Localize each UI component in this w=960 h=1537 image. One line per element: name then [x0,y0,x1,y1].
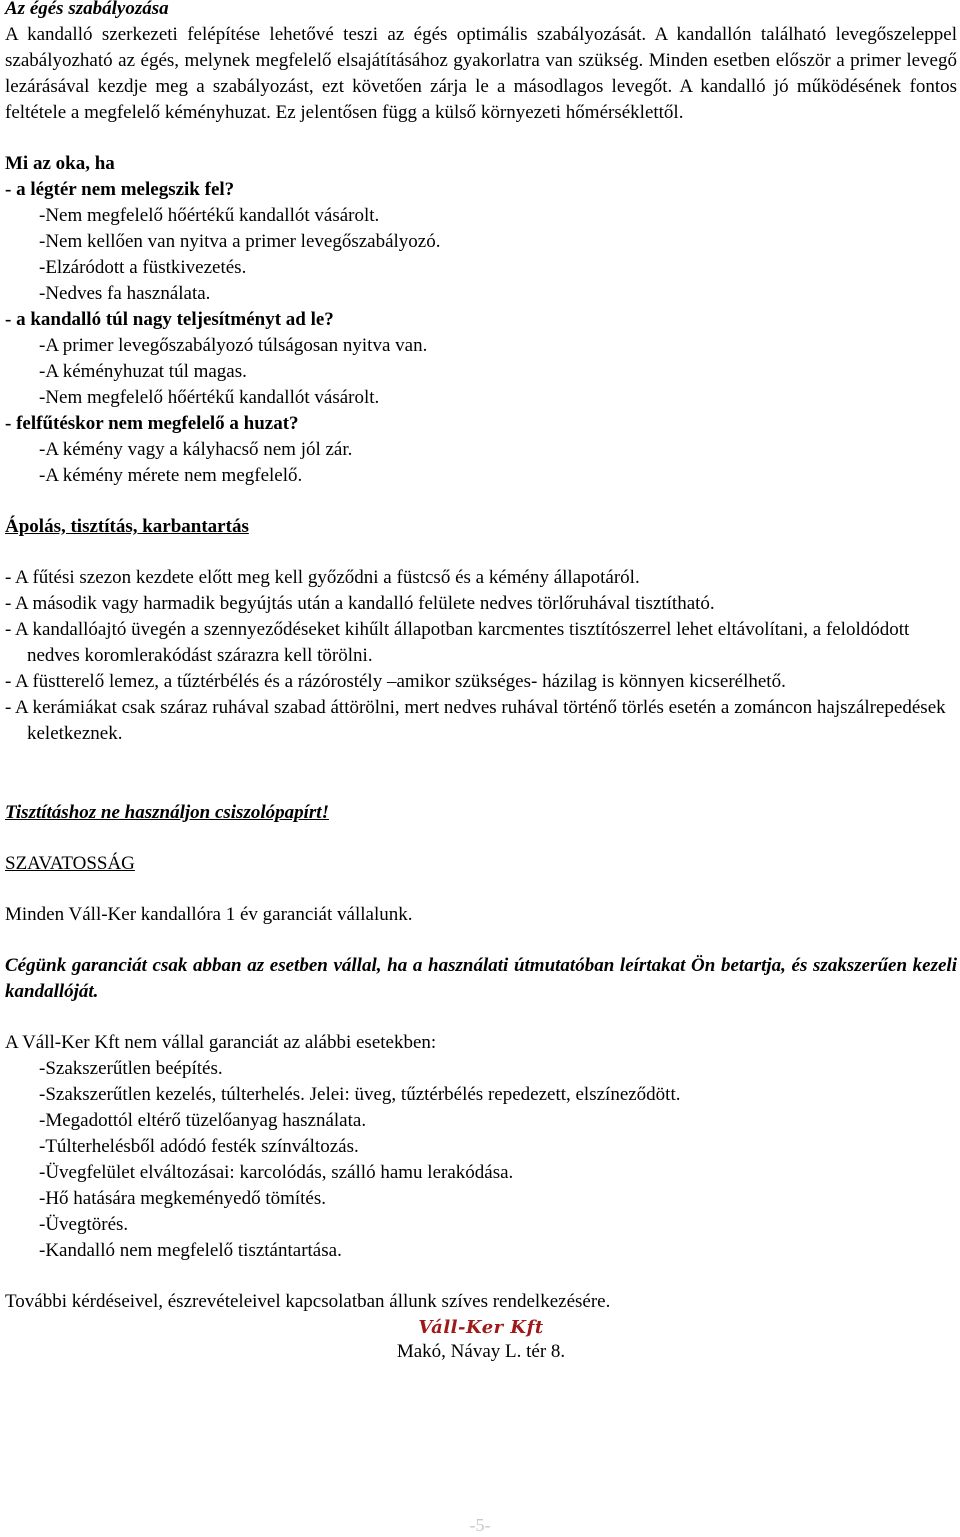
troubleshooting-answer: -A kémény vagy a kályhacső nem jól zár. [39,439,353,460]
troubleshooting-group [5,177,957,307]
care-warning: Tisztításhoz ne használjon csiszolópapírt! [5,802,329,823]
troubleshooting-answer-list [5,333,957,411]
warranty-exclusion: -Szakszerűtlen beépítés. [39,1058,223,1079]
troubleshooting-group [5,411,957,489]
warranty-exclusion: -Kandalló nem megfelelő tisztántartása. [39,1240,342,1261]
company-logo: Váll-Ker Kft [418,1317,544,1338]
troubleshooting-question: - a légtér nem melegszik fel? [5,179,235,200]
warranty-exclusions-intro: A Váll-Ker Kft nem vállal garanciát az alábbi esetekben: [5,1032,437,1053]
care-item: - A kerámiákat csak száraz ruhával szabad áttörölni, mert nedves ruhával történő törlés esetén a zománcon hajszálrepedések keletkeznek. [5,697,946,744]
warranty-exclusion: -Hő hatására megkeményedő tömítés. [39,1188,327,1209]
care-title: Ápolás, tisztítás, karbantartás [5,516,249,537]
warranty-exclusion: -Megadottól eltérő tüzelőanyag használata. [39,1110,367,1131]
page-number: -5- [469,1515,491,1535]
closing-text: További kérdéseivel, észrevételeivel kapcsolatban állunk szíves rendelkezésére. [5,1291,611,1312]
troubleshooting-answer: -Nedves fa használata. [39,283,211,304]
warranty-exclusions-list [5,1056,957,1264]
care-list [5,565,957,747]
warranty-exclusion: -Túlterhelésből adódó festék színváltozás. [39,1136,359,1157]
warranty-exclusion: -Üvegfelület elváltozásai: karcolódás, szálló hamu lerakódása. [39,1162,514,1183]
warranty-exclusion: -Üvegtörés. [39,1214,129,1235]
warranty-condition: Cégünk garanciát csak abban az esetben vállal, ha a használati útmutatóban leírtakat Ön betartja, és szakszerűen kezeli kandallóját. [5,955,957,1002]
warranty-statement: Minden Váll-Ker kandallóra 1 év garanciát vállalunk. [5,904,413,925]
care-item: - A kandallóajtó üvegén a szennyeződéseket kihűlt állapotban karcmentes tisztítószerrel lehet eltávolítani, a feloldódott nedves koromlerakódást szárazra kell törölni. [5,619,910,666]
company-address: Makó, Návay L. tér 8. [396,1341,566,1362]
troubleshooting-intro: Mi az oka, ha [5,153,115,174]
troubleshooting-group [5,307,957,411]
troubleshooting-answer-list [5,437,957,489]
document-page [5,0,957,1365]
troubleshooting-answer: -Nem kellően van nyitva a primer levegőszabályozó. [39,231,441,252]
care-item: - A füstterelő lemez, a tűztérbélés és a rázórostély –amikor szükséges- házilag is könnyen kicserélhető. [5,671,786,692]
troubleshooting-question: - felfűtéskor nem megfelelő a huzat? [5,413,299,434]
care-item: - A fűtési szezon kezdete előtt meg kell győződni a füstcső és a kémény állapotáról. [5,567,640,588]
troubleshooting-answer: -Nem megfelelő hőértékű kandallót vásárolt. [39,205,380,226]
troubleshooting-answer: -A kémény mérete nem megfelelő. [39,465,303,486]
care-item: - A második vagy harmadik begyújtás után a kandalló felülete nedves törlőruhával tisztítható. [5,593,715,614]
combustion-paragraph: A kandalló szerkezeti felépítése lehetővé teszi az égés optimális szabályozását. A kandallón található levegőszeleppel szabályozható az égés, melynek megfelelő elsajátításához gyakorlatra van szükség. Minden esetben először a primer levegő lezárásával kezdje meg a szabályozást, ezt követően zárja le a másodlagos levegőt. A kandalló jó működésének fontos feltétele a megfelelő kéményhuzat. Ez jelentősen függ a külső környezeti hőmérséklettől. [5,24,957,123]
troubleshooting-answer: -A kéményhuzat túl magas. [39,361,247,382]
troubleshooting-answer: -A primer levegőszabályozó túlságosan nyitva van. [39,335,428,356]
warranty-exclusion: -Szakszerűtlen kezelés, túlterhelés. Jelei: üveg, tűztérbélés repedezett, elszíneződött. [39,1084,681,1105]
troubleshooting-answer-list [5,203,957,307]
troubleshooting-answer: -Nem megfelelő hőértékű kandallót vásárolt. [39,387,380,408]
troubleshooting-question: - a kandalló túl nagy teljesítményt ad le? [5,309,334,330]
troubleshooting-answer: -Elzáródott a füstkivezetés. [39,257,247,278]
combustion-title: Az égés szabályozása [5,0,169,19]
warranty-title: SZAVATOSSÁG [5,853,135,874]
